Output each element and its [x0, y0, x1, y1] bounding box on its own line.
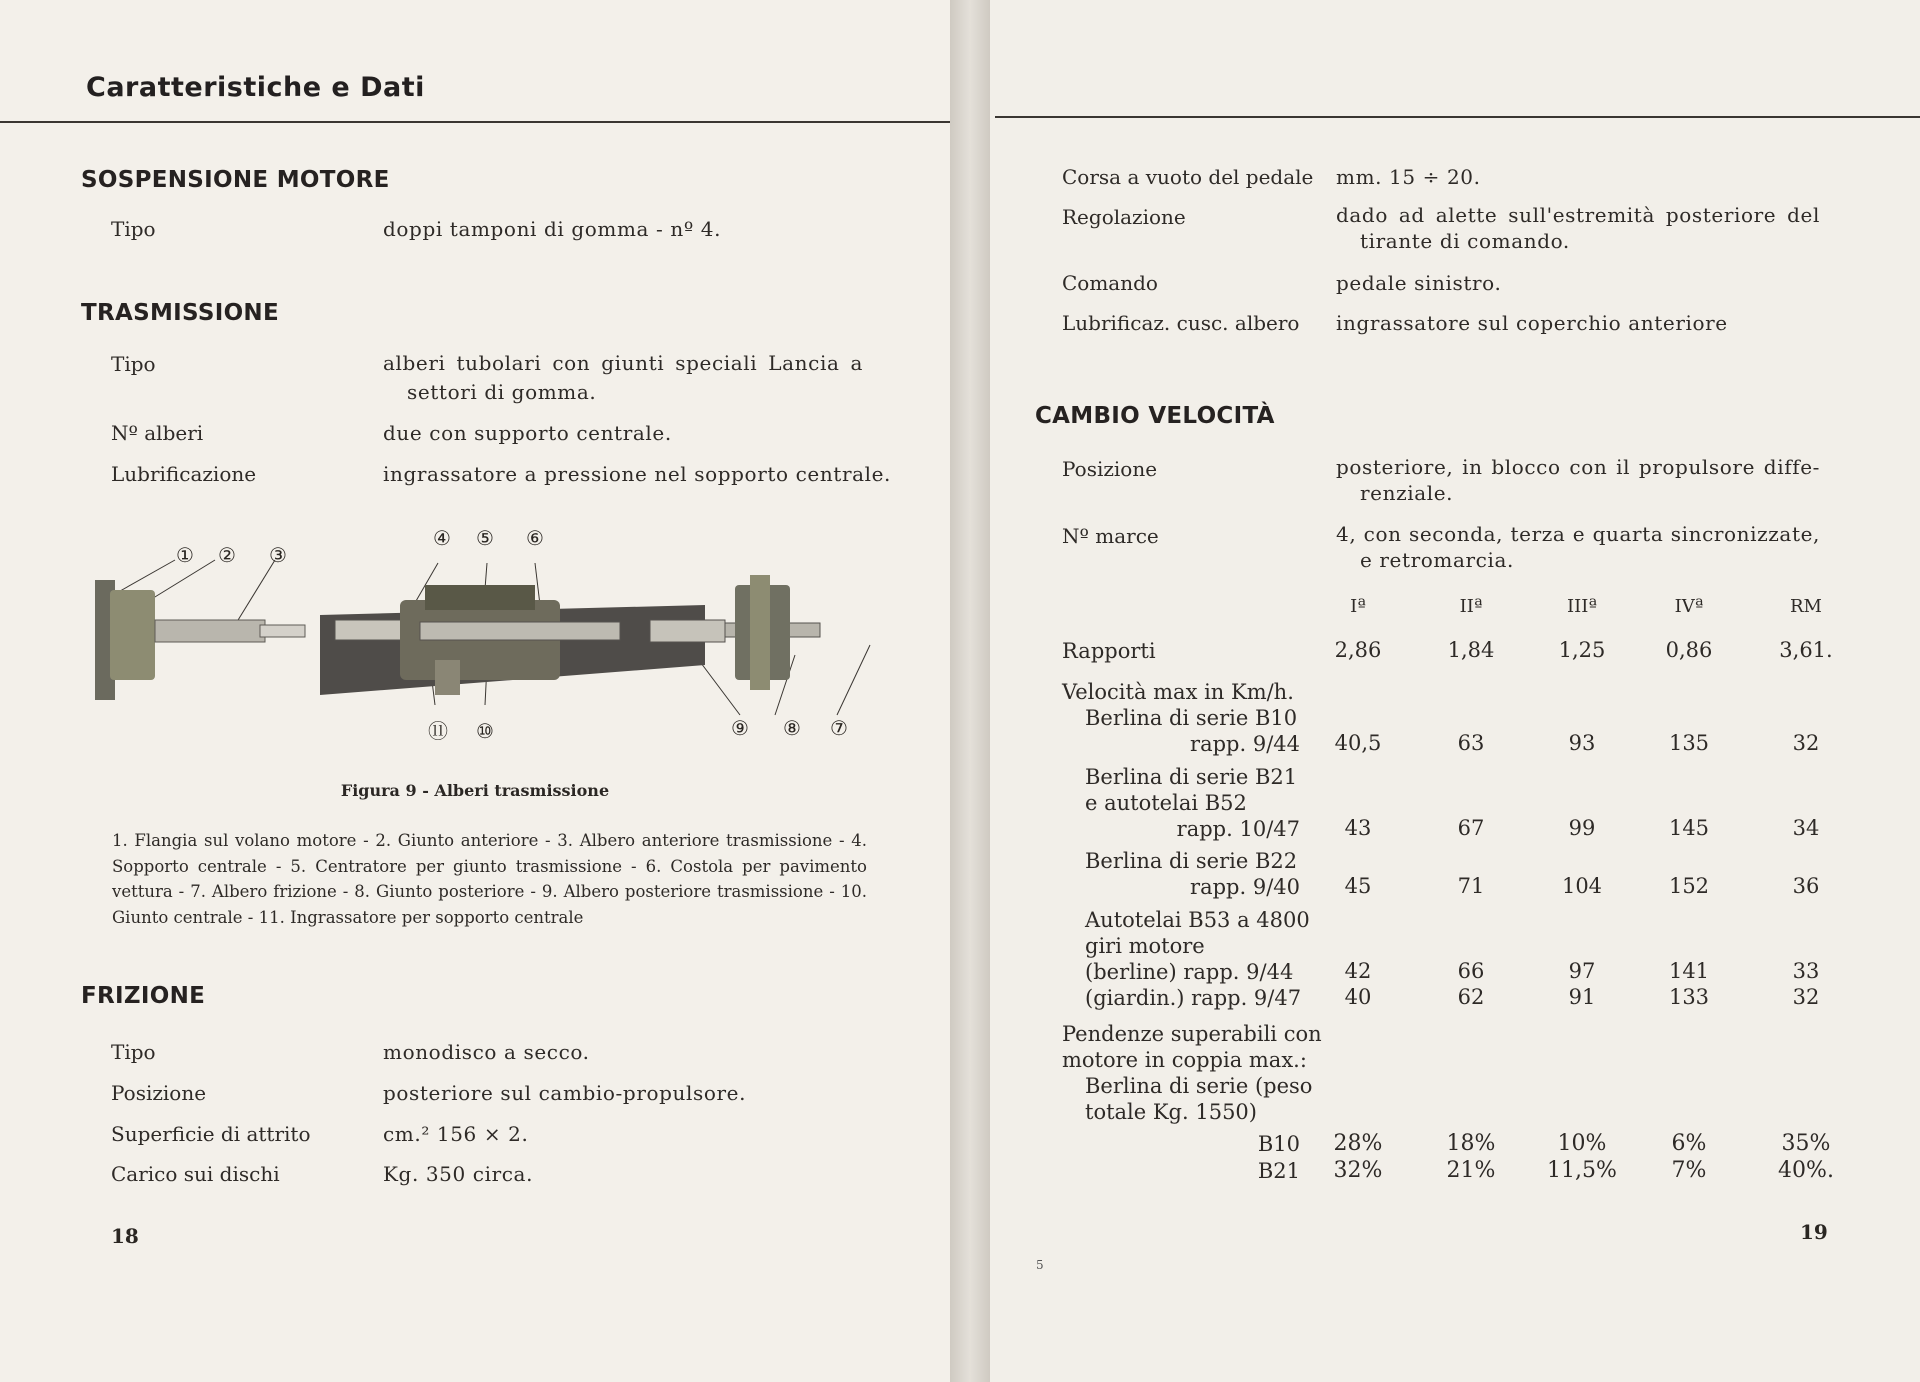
spec-value: due con supporto centrale.: [383, 421, 672, 445]
row-label: e autotelai B52: [1085, 791, 1247, 815]
table-cell: 133: [1668, 985, 1710, 1009]
row-label: motore in coppia max.:: [1062, 1048, 1307, 1072]
spec-label: Superficie di attrito: [111, 1122, 311, 1146]
table-cell: 1,84: [1447, 638, 1495, 662]
spec-value: ingrassatore sul coperchio anteriore: [1336, 311, 1728, 335]
book-gutter: [950, 0, 990, 1382]
spec-value: Kg. 350 circa.: [383, 1162, 534, 1186]
row-label: totale Kg. 1550): [1085, 1100, 1257, 1124]
gear-header: IIª: [1459, 596, 1483, 617]
table-cell: 32: [1792, 731, 1820, 755]
row-label: Autotelai B53 a 4800: [1085, 908, 1310, 932]
gear-header: RM: [1790, 596, 1822, 617]
callout-11: ⑪: [428, 719, 448, 743]
row-label: (berline) rapp. 9/44: [1085, 960, 1294, 984]
gear-header: IIIª: [1567, 596, 1597, 617]
table-cell: 33: [1792, 959, 1820, 983]
spec-label: Posizione: [1062, 457, 1158, 481]
table-cell: 104: [1561, 874, 1603, 898]
spec-value: 4, con seconda, terza e quarta sincronizzate,: [1336, 522, 1820, 546]
callout-3: ③: [269, 543, 287, 567]
table-cell: 45: [1344, 874, 1372, 898]
callout-1: ①: [176, 543, 194, 567]
table-cell: 32%: [1333, 1158, 1383, 1183]
spec-label: Nº alberi: [111, 421, 204, 445]
spec-label: Tipo: [111, 1040, 156, 1064]
table-cell: 42: [1344, 959, 1372, 983]
table-cell: 62: [1457, 985, 1485, 1009]
page-header: Caratteristiche e Dati: [86, 72, 425, 103]
spec-value: cm.² 156 × 2.: [383, 1122, 529, 1146]
table-cell: 152: [1668, 874, 1710, 898]
callout-6: ⑥: [526, 526, 544, 550]
table-cell: 93: [1568, 731, 1596, 755]
row-label: B10: [1257, 1132, 1300, 1156]
row-label-rapp: rapp. 10/47: [1176, 817, 1300, 841]
table-cell: 145: [1668, 816, 1710, 840]
section-title-cambio: CAMBIO VELOCITÀ: [1035, 403, 1275, 429]
table-cell: 40,5: [1334, 731, 1382, 755]
table-cell: 97: [1568, 959, 1596, 983]
spec-value: posteriore sul cambio-propulsore.: [383, 1081, 747, 1105]
page-number: 19: [1800, 1220, 1828, 1244]
spec-label: Comando: [1062, 271, 1158, 295]
table-cell: 3,61.: [1779, 638, 1833, 662]
spec-value: dado ad alette sull'estremità posteriore del: [1336, 203, 1820, 227]
row-label: (giardin.) rapp. 9/47: [1085, 986, 1302, 1010]
row-label-rapporti: Rapporti: [1062, 639, 1156, 663]
table-cell: 67: [1457, 816, 1485, 840]
table-cell: 71: [1457, 874, 1485, 898]
row-label: Pendenze superabili con: [1062, 1022, 1322, 1046]
table-cell: 21%: [1446, 1158, 1496, 1183]
gear-header: IVª: [1674, 596, 1704, 617]
section-title-sospensione: SOSPENSIONE MOTORE: [81, 167, 390, 193]
callout-7: ⑦: [830, 716, 848, 740]
spec-value-cont: renziale.: [1360, 481, 1454, 505]
table-cell: 99: [1568, 816, 1596, 840]
spec-label: Tipo: [111, 217, 156, 241]
table-cell: 2,86: [1334, 638, 1382, 662]
section-title-frizione: FRIZIONE: [81, 983, 206, 1009]
table-cell: 34: [1792, 816, 1820, 840]
spec-label: Lubrificaz. cusc. albero: [1062, 311, 1300, 335]
section-title-trasmissione: TRASMISSIONE: [81, 300, 279, 326]
spec-value: posteriore, in blocco con il propulsore diffe-: [1336, 455, 1820, 479]
spec-label: Lubrificazione: [111, 462, 257, 486]
table-cell: 63: [1457, 731, 1485, 755]
row-label: giri motore: [1085, 934, 1205, 958]
spec-value: pedale sinistro.: [1336, 271, 1502, 295]
table-cell: 11,5%: [1547, 1158, 1617, 1183]
margin-mark: 5: [1036, 1258, 1044, 1272]
table-cell: 7%: [1671, 1158, 1707, 1183]
row-label: Berlina di serie B21: [1085, 765, 1298, 789]
table-cell: 10%: [1557, 1131, 1607, 1156]
spec-value: ingrassatore a pressione nel sopporto centrale.: [383, 462, 892, 486]
callout-4: ④: [433, 526, 451, 550]
table-cell: 35%: [1781, 1131, 1831, 1156]
row-label-rapp: rapp. 9/44: [1190, 732, 1300, 756]
transmission-diagram: [95, 525, 885, 765]
spec-value: mm. 15 ÷ 20.: [1336, 165, 1481, 189]
callout-2: ②: [218, 543, 236, 567]
figure-legend: 1. Flangia sul volano motore - 2. Giunto anteriore - 3. Albero anteriore trasmissione - 4. Sopporto centrale - 5. Centratore per giunto trasmissione - 6. Costola per pavimento vettura - 7. Albero frizione - 8. Giunto posteriore - 9. Albero posteriore trasmissione - 10. Giunto centrale - 11. Ingrassatore per sopporto centrale: [112, 831, 867, 927]
row-label: B21: [1257, 1159, 1300, 1183]
spec-label: Nº marce: [1062, 524, 1159, 548]
row-label-velocita: Velocità max in Km/h.: [1062, 680, 1294, 704]
table-cell: 1,25: [1558, 638, 1606, 662]
table-cell: 36: [1792, 874, 1820, 898]
spec-value: monodisco a secco.: [383, 1040, 590, 1064]
spec-label: Tipo: [111, 352, 156, 376]
gear-header: Iª: [1350, 596, 1366, 617]
callout-5: ⑤: [476, 526, 494, 550]
spec-label: Carico sui dischi: [111, 1162, 280, 1186]
table-cell: 0,86: [1665, 638, 1713, 662]
table-cell: 40%.: [1778, 1158, 1834, 1183]
spec-label: Regolazione: [1062, 205, 1186, 229]
spec-label: Posizione: [111, 1081, 207, 1105]
table-cell: 135: [1668, 731, 1710, 755]
left-page: [0, 0, 950, 1382]
row-label: Berlina di serie B10: [1085, 706, 1298, 730]
table-cell: 18%: [1446, 1131, 1496, 1156]
table-cell: 141: [1668, 959, 1710, 983]
table-cell: 32: [1792, 985, 1820, 1009]
table-cell: 91: [1568, 985, 1596, 1009]
row-label-rapp: rapp. 9/40: [1190, 875, 1300, 899]
figure-caption: Figura 9 - Alberi trasmissione: [340, 781, 610, 800]
table-cell: 43: [1344, 816, 1372, 840]
callout-8: ⑧: [783, 716, 801, 740]
callout-9: ⑨: [731, 716, 749, 740]
table-cell: 66: [1457, 959, 1485, 983]
table-cell: 6%: [1671, 1131, 1707, 1156]
right-page: [990, 0, 1920, 1382]
spec-value: doppi tamponi di gomma - nº 4.: [383, 217, 722, 241]
row-label: Berlina di serie B22: [1085, 849, 1298, 873]
spec-value: alberi tubolari con giunti speciali Lancia a: [383, 351, 863, 375]
table-cell: 40: [1344, 985, 1372, 1009]
row-label: Berlina di serie (peso: [1085, 1074, 1313, 1098]
spec-value-cont: e retromarcia.: [1360, 548, 1514, 572]
spec-label: Corsa a vuoto del pedale: [1062, 165, 1314, 189]
header-rule: [0, 121, 950, 123]
callout-10: ⑩: [476, 719, 494, 743]
table-cell: 28%: [1333, 1131, 1383, 1156]
header-rule: [995, 116, 1920, 118]
spec-value-cont: settori di gomma.: [407, 380, 597, 404]
page-number: 18: [111, 1224, 139, 1248]
spec-value-cont: tirante di comando.: [1360, 229, 1570, 253]
